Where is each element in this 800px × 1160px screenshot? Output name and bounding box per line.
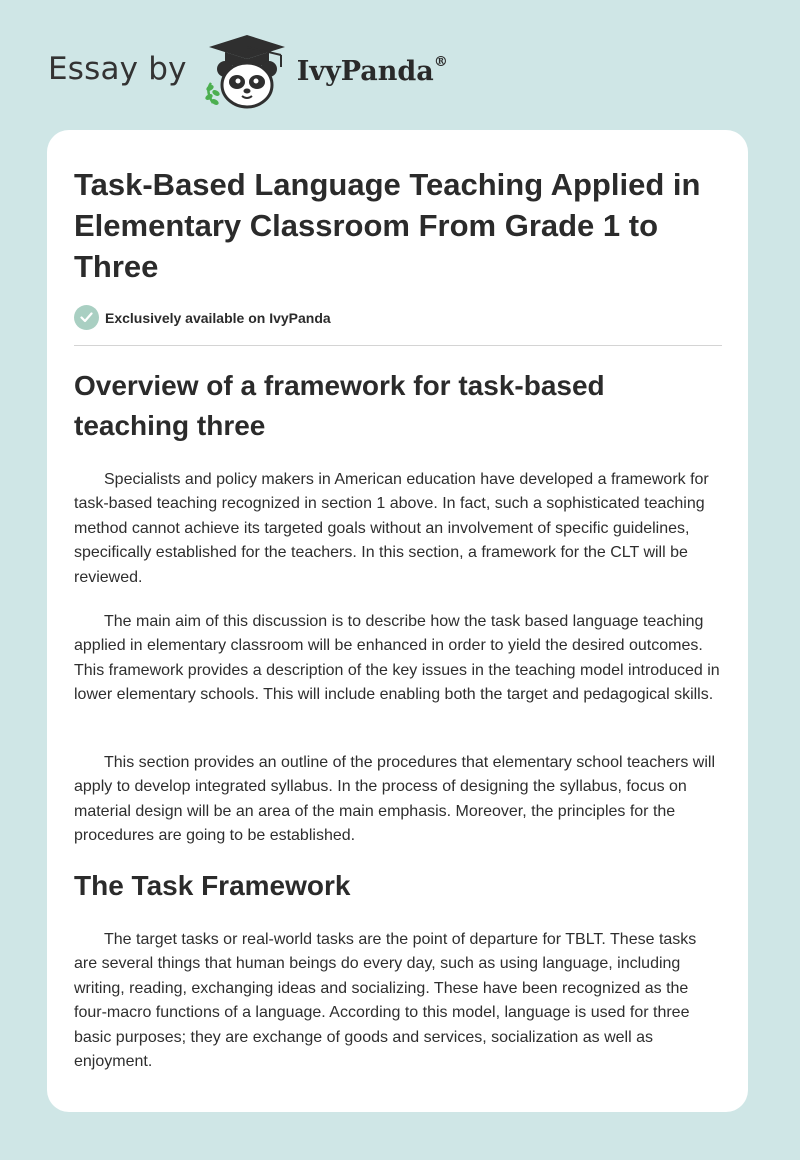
essay-by-label: Essay by [48, 51, 187, 87]
exclusive-badge [74, 305, 331, 330]
panda-graduate-icon[interactable] [201, 33, 293, 111]
paragraph: The target tasks or real-world tasks are the point of departure for TBLT. These tasks are several things that human beings do every day, such as using language, including writing, reading, exchanging ideas and socializing. These have been recognized as the four-macro functions of a language. According to this model, language is used for three basic purposes; they are exchange of goods and services, socialization as well as enjoyment. [74, 931, 697, 1071]
essay-card [47, 130, 748, 1112]
section-heading-overview: Overview of a framework for task-based teaching three [74, 370, 605, 441]
brand-name[interactable] [296, 53, 448, 87]
paragraph: Specialists and policy makers in American education have developed a framework for task-based teaching recognized in section 1 above. In fact, such a sophisticated teaching method cannot achieve its targeted goals without an involvement of specific guidelines, specifically established for the teachers. In this section, a framework for the CLT will be reviewed. [74, 471, 709, 586]
check-circle-icon [74, 305, 99, 330]
paragraph: The main aim of this discussion is to describe how the task based language teaching applied in elementary classroom will be enhanced in order to yield the desired outcomes. This framework provides a description of the key issues in the teaching model introduced in lower elementary schools. This will include enabling both the target and pedagogical skills. [74, 613, 720, 704]
site-header [48, 32, 448, 112]
registered-mark: ® [433, 53, 448, 70]
exclusive-badge-text: Exclusively available on IvyPanda [105, 309, 331, 326]
section-heading-task-framework: The Task Framework [74, 870, 351, 901]
paragraph: This section provides an outline of the procedures that elementary school teachers will apply to develop integrated syllabus. In the process of designing the syllabus, focus on material design will be an area of the main emphasis. Moreover, the principles for the procedures are going to be established. [74, 754, 715, 845]
divider [74, 345, 722, 346]
brand-label: IvyPanda [296, 55, 434, 87]
essay-title: Task-Based Language Teaching Applied in Elementary Classroom From Grade 1 to Three [74, 167, 701, 284]
